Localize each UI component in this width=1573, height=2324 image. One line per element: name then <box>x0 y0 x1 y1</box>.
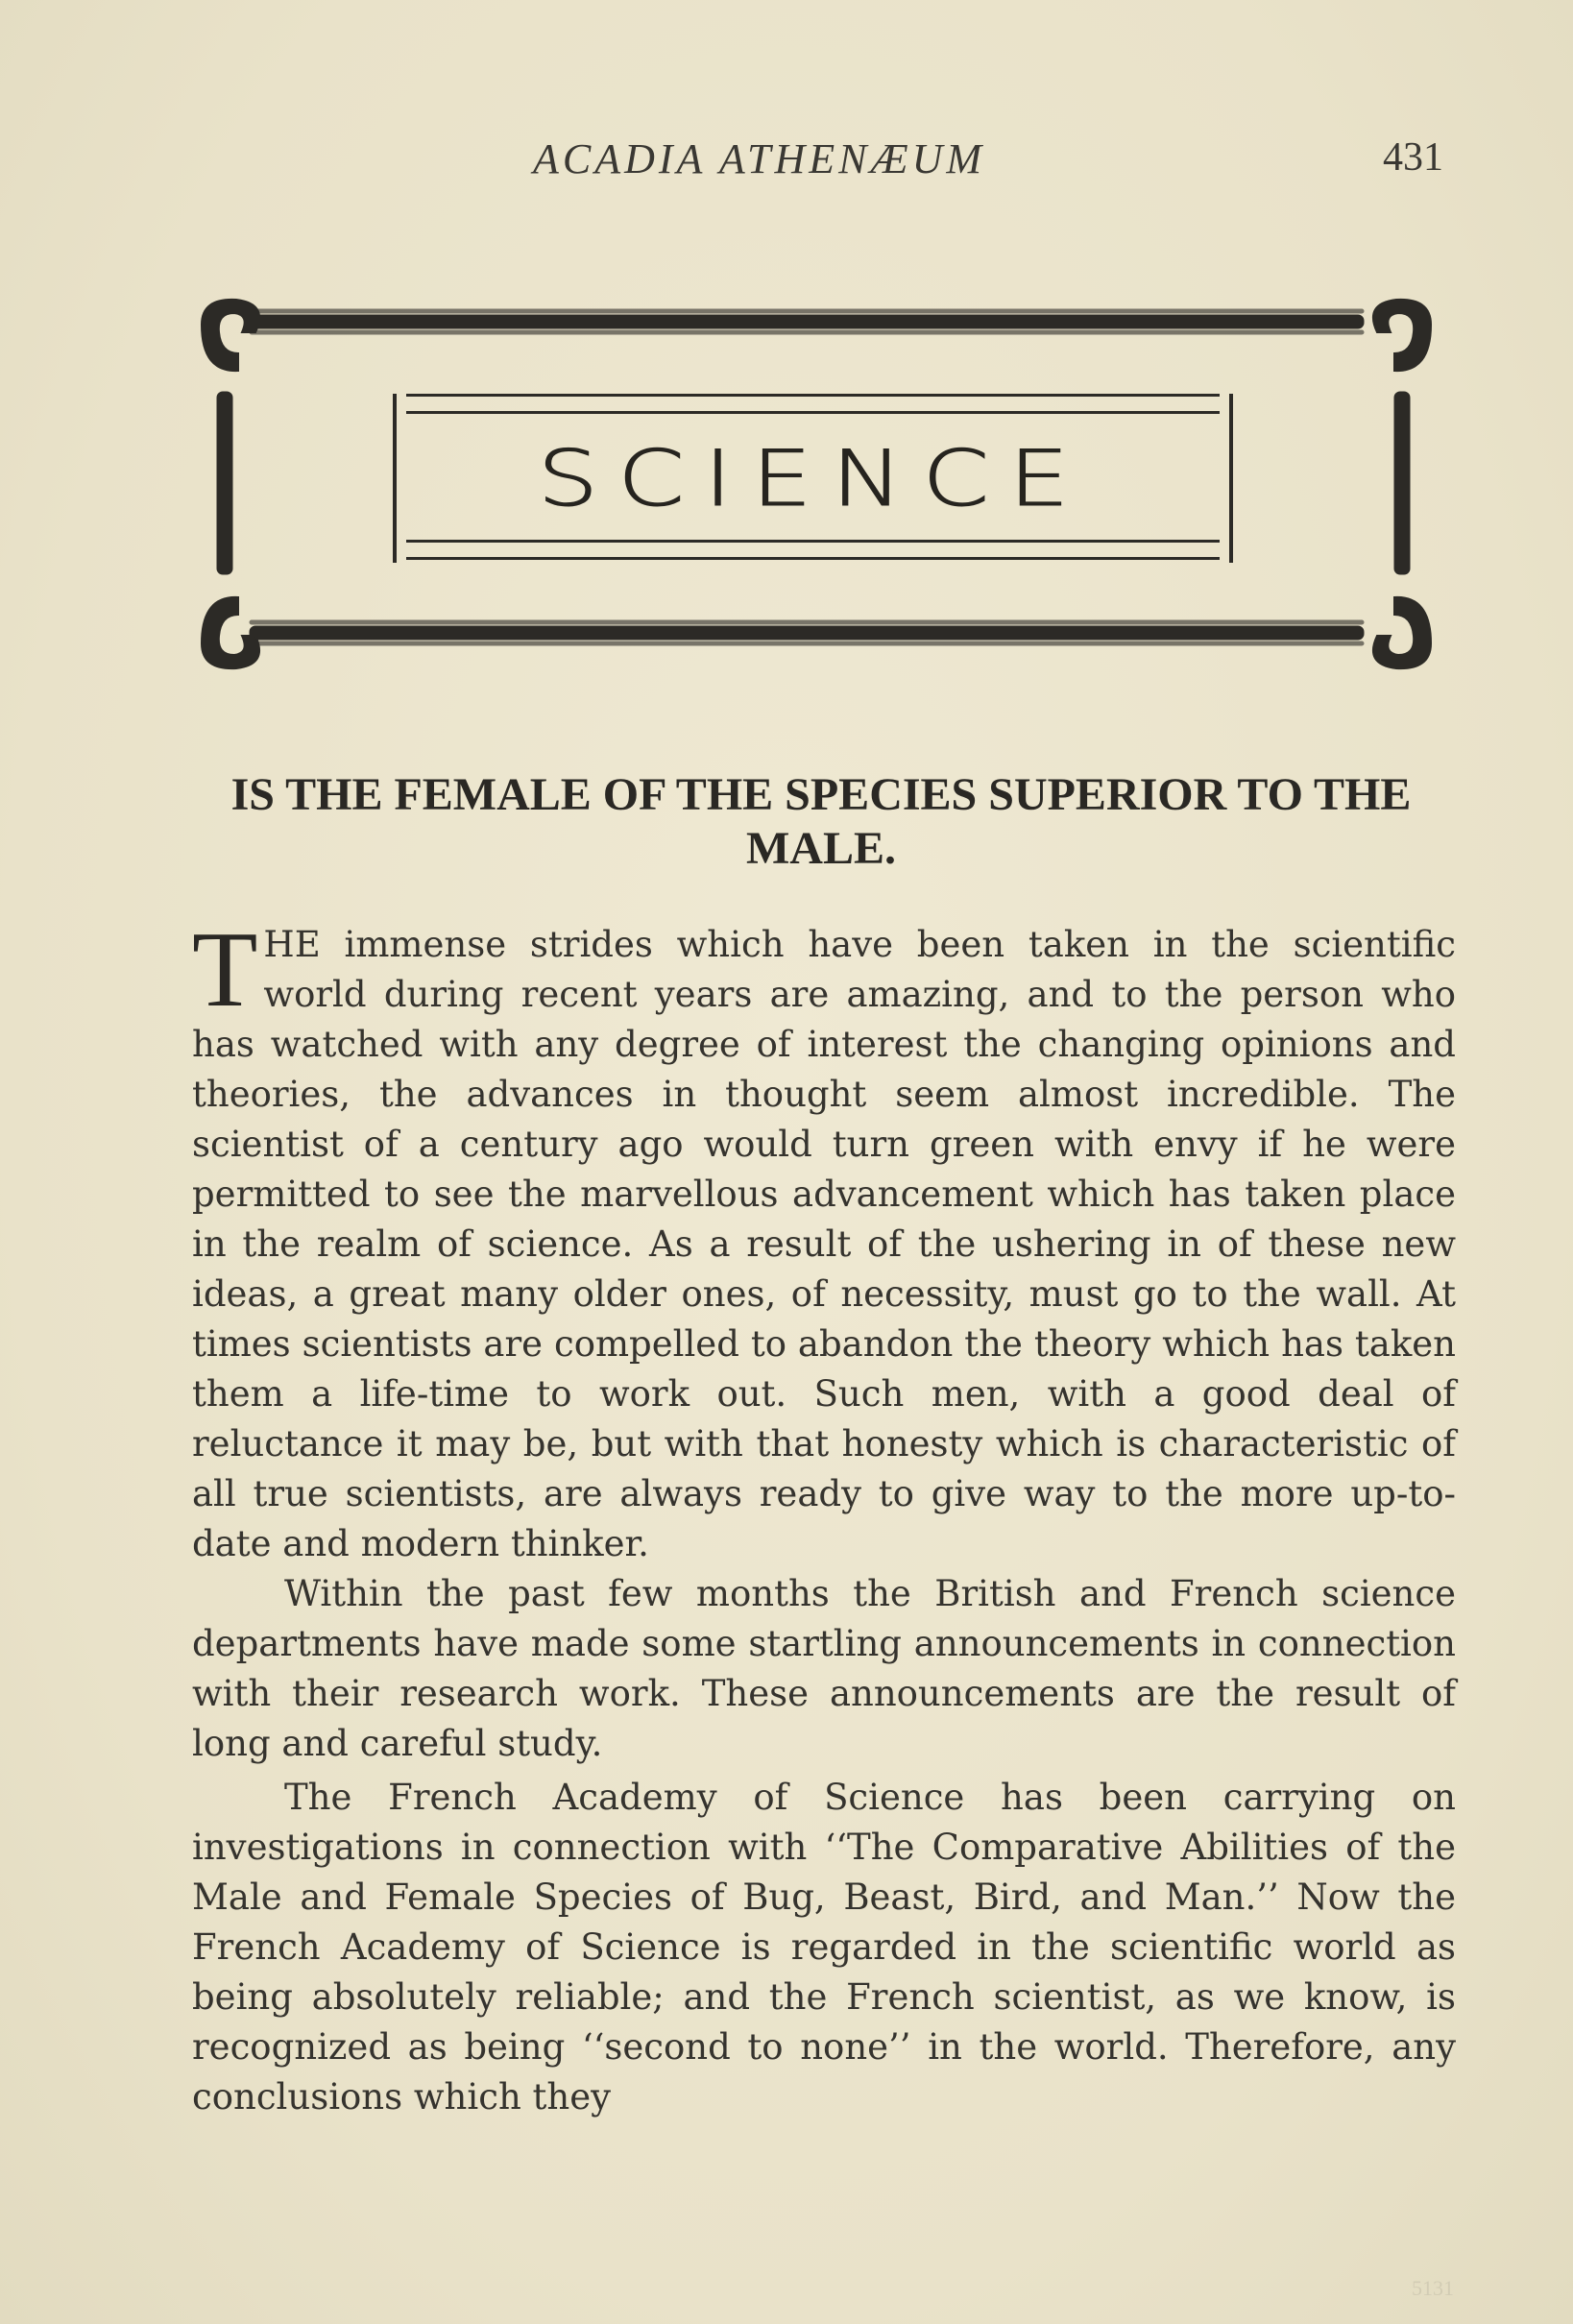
section-heading-box <box>393 394 1233 563</box>
paragraph <box>192 910 1456 1569</box>
page-number: 431 <box>1383 135 1443 180</box>
article-body <box>192 910 1456 2122</box>
running-head: ACADIA ATHENÆUM <box>533 135 986 182</box>
section-title: SCIENCE <box>537 434 1089 523</box>
article-title: IS THE FEMALE OF THE SPECIES SUPERIOR TO THE MALE. <box>230 769 1412 874</box>
faint-page-mark: 5131 <box>1412 2276 1454 2300</box>
paragraph-text: HE immense strides which have been taken in the scientific world during recent years are amazing, and to the person who has watched with any degree of interest the changing opinions and theories, the advances in thought seem almost incredible. The scientist of a century ago would turn green with envy if he were permitted to see the marvellous advancement which has taken place in the realm of science. As a result of the ushering in of these new ideas, a great many older ones, of necessity, must go to the wall. At times scientists are compelled to abandon the theory which has taken them a life-time to work out. Such men, with a good deal of reluctance it may be, but with that honesty which is characteristic of all true scientists, are always ready to give way to the more up-to-date and modern thinker. <box>192 924 1456 1564</box>
paragraph: Within the past few months the British and French science departments have made some startling announcements in connection with their research work. These announcements are the result of long and careful study. <box>192 1573 1456 1764</box>
paragraph: The French Academy of Science has been carrying on investigations in connection with ‘‘The Comparative Abilities of the Male and Female Species of Bug, Beast, Bird, and Man.’’ Now the French Academy of Science is regarded in the scientific world as being absolutely reliable; and the French scientist, as we know, is recognized as being ‘‘second to none’’ in the world. Therefore, any conclusions which they <box>192 1777 1456 2118</box>
drop-cap: T <box>192 910 258 1029</box>
